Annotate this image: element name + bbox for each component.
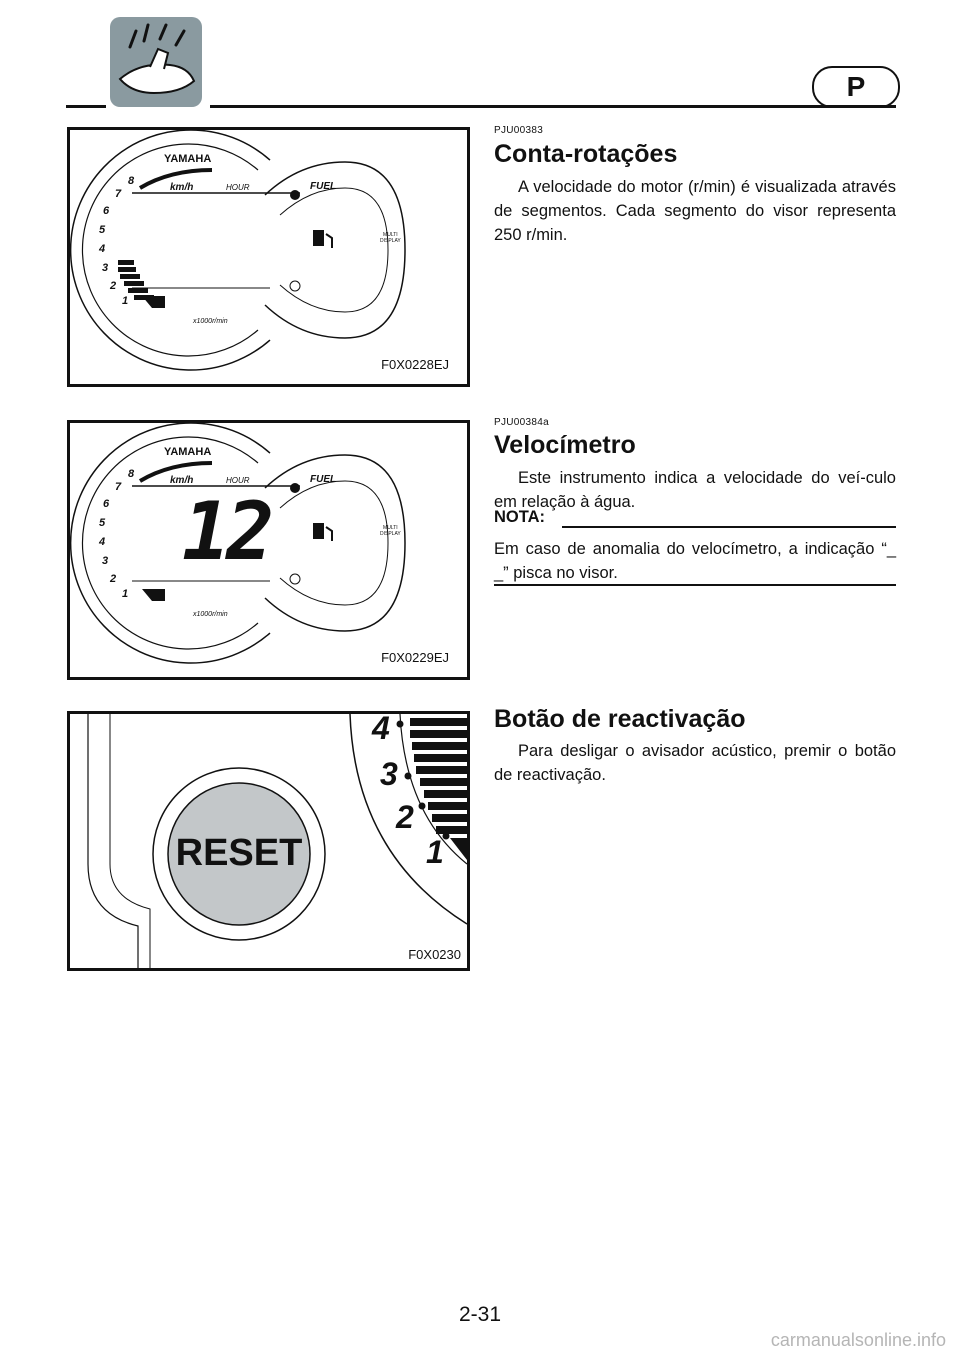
scale-8: 8 bbox=[128, 175, 135, 187]
section-title: Velocímetro bbox=[494, 431, 636, 459]
section-code: PJU00384a bbox=[494, 417, 549, 428]
scale-4: 4 bbox=[99, 536, 106, 548]
scale-3: 3 bbox=[102, 262, 109, 274]
reset-scale-2: 2 bbox=[396, 799, 414, 835]
figure-tachometer bbox=[67, 127, 470, 387]
header-rule-right bbox=[210, 105, 896, 108]
scale-8: 8 bbox=[128, 468, 135, 480]
note-end-rule bbox=[494, 584, 896, 586]
section-body: Este instrumento indica a velocidade do veí-culo em relação à água. bbox=[494, 469, 896, 511]
hour-label: HOUR bbox=[226, 476, 250, 485]
scale-6: 6 bbox=[103, 498, 110, 510]
language-badge: P bbox=[812, 66, 900, 108]
brand-logo: YAMAHA bbox=[164, 446, 212, 458]
section-title: Conta-rotações bbox=[494, 140, 678, 168]
figure-reset bbox=[67, 711, 470, 971]
jet-ski-icon bbox=[110, 17, 202, 107]
multi-display-button[interactable]: MULTI DISPLAY bbox=[380, 525, 401, 537]
multi-display-button[interactable]: MULTI DISPLAY bbox=[380, 232, 401, 244]
figure-speedometer bbox=[67, 420, 470, 680]
reset-button[interactable]: RESET bbox=[175, 832, 303, 874]
reset-scale-1: 1 bbox=[426, 834, 444, 870]
speed-unit-label: km/h bbox=[170, 182, 194, 193]
page-number: 2-31 bbox=[458, 1303, 502, 1326]
reset-scale-4: 4 bbox=[372, 711, 390, 746]
section-body: Para desligar o avisador acústico, premir o botão de reactivação. bbox=[494, 742, 896, 784]
scale-7: 7 bbox=[115, 481, 122, 493]
figure-label: F0X0230 bbox=[408, 947, 461, 962]
scale-1: 1 bbox=[122, 295, 129, 307]
scale-5: 5 bbox=[99, 224, 106, 236]
fuel-label: FUEL bbox=[310, 474, 337, 485]
figure-label: F0X0228EJ bbox=[381, 357, 449, 372]
gauge-illustration-1 bbox=[70, 130, 467, 384]
scale-3: 3 bbox=[102, 555, 109, 567]
figure-label: F0X0229EJ bbox=[381, 650, 449, 665]
section-code: PJU00383 bbox=[494, 125, 544, 136]
reset-scale-3: 3 bbox=[380, 756, 398, 792]
note-heading: NOTA: bbox=[494, 508, 896, 532]
hour-label: HOUR bbox=[226, 183, 250, 192]
speed-reading: 12 bbox=[182, 485, 271, 578]
scale-5: 5 bbox=[99, 517, 106, 529]
scale-7: 7 bbox=[115, 188, 122, 200]
scale-4: 4 bbox=[99, 243, 106, 255]
rpm-unit-label: x1000r/min bbox=[193, 318, 228, 325]
note-body: Em caso de anomalia do velocímetro, a indicação “_ _” pisca no visor. bbox=[494, 540, 896, 582]
scale-1: 1 bbox=[122, 588, 129, 600]
scale-6: 6 bbox=[103, 205, 110, 217]
scale-2: 2 bbox=[110, 573, 117, 585]
section-title: Botão de reactivação bbox=[494, 705, 746, 733]
fuel-label: FUEL bbox=[310, 181, 337, 192]
section-body: A velocidade do motor (r/min) é visualizada através de segmentos. Cada segmento do visor representa 250 r/min. bbox=[494, 178, 896, 244]
brand-logo: YAMAHA bbox=[164, 153, 212, 165]
header-rule-left bbox=[66, 105, 106, 108]
watermark: carmanualsonline.info bbox=[770, 1330, 946, 1350]
speed-unit-label: km/h bbox=[170, 475, 194, 486]
rpm-unit-label: x1000r/min bbox=[193, 611, 228, 618]
scale-2: 2 bbox=[110, 280, 117, 292]
